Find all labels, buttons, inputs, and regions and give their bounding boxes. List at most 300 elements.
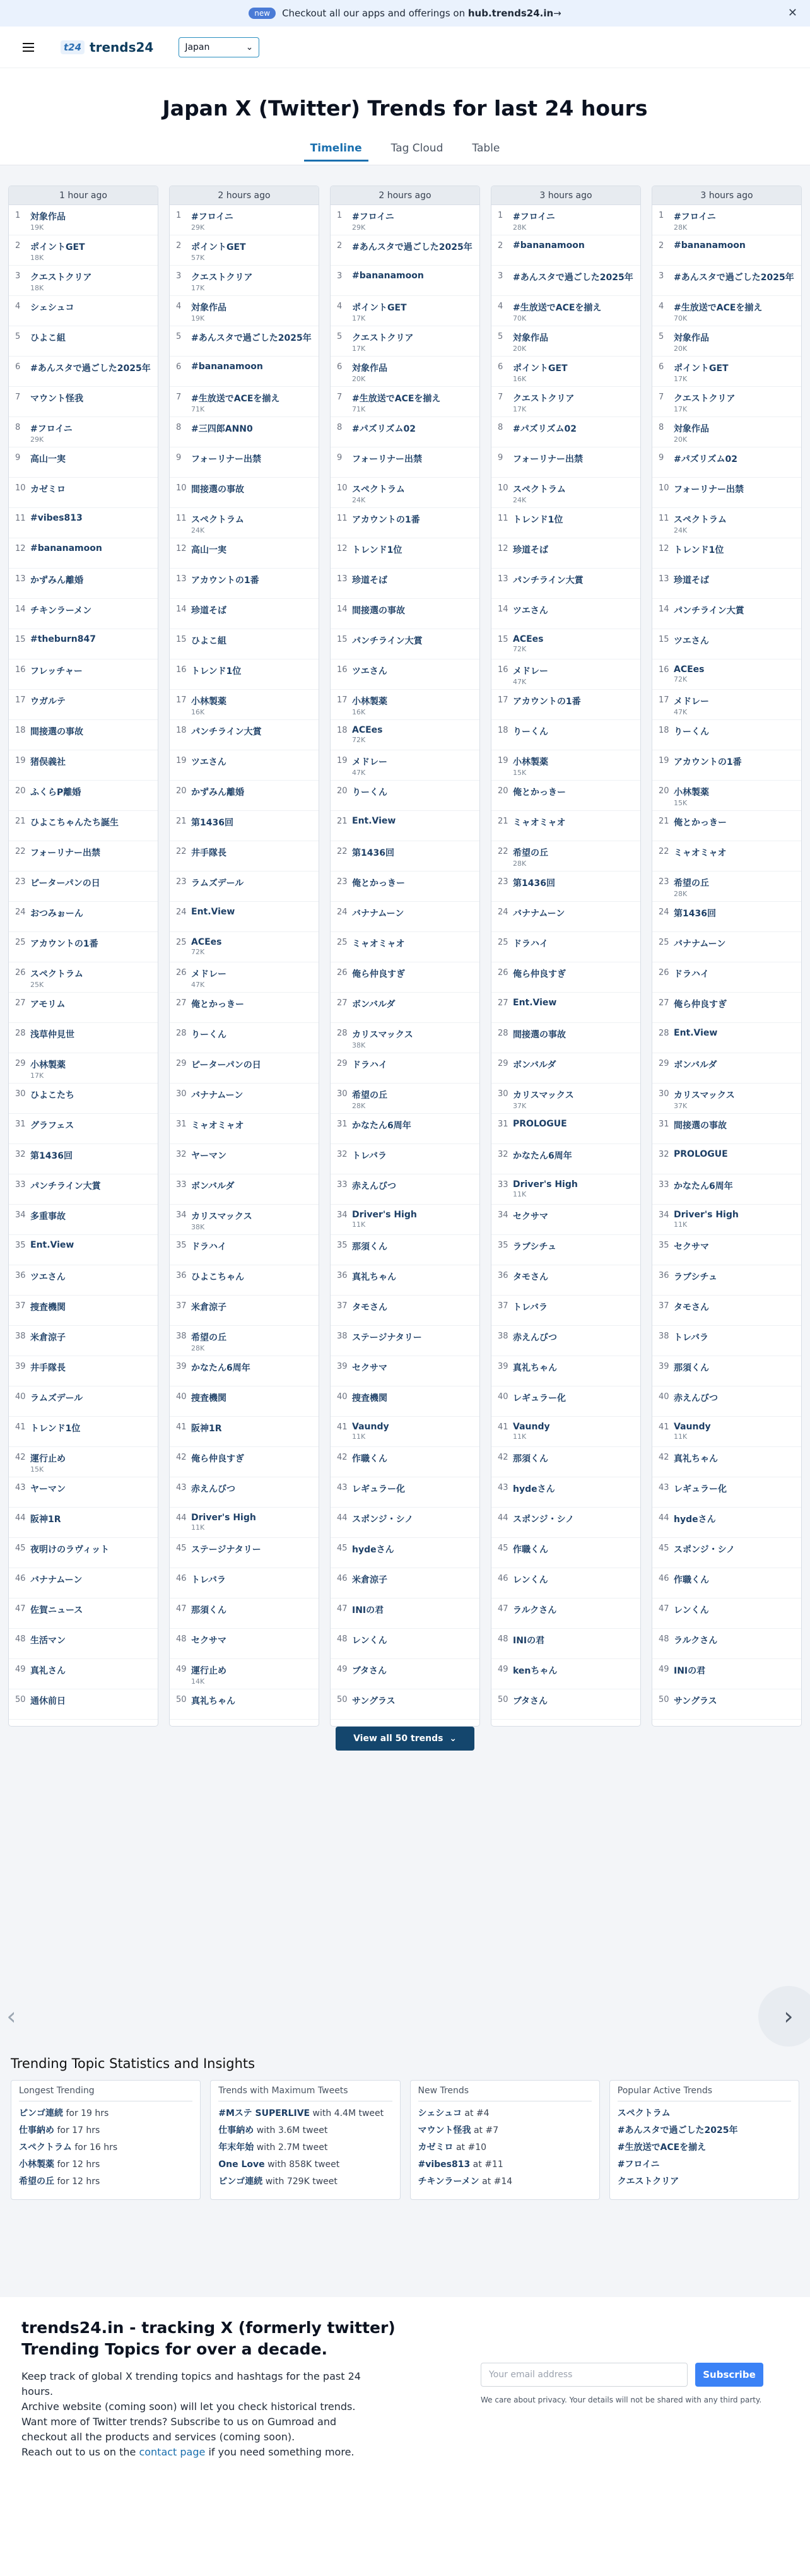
trend-item[interactable] xyxy=(331,1568,479,1598)
stat-trend-link[interactable]: 仕事納め xyxy=(19,2125,54,2136)
trend-name[interactable]: Ent.View xyxy=(674,1028,718,1038)
trend-item[interactable] xyxy=(170,1689,319,1720)
trend-item[interactable] xyxy=(652,690,801,720)
trend-item[interactable] xyxy=(652,1689,801,1720)
trend-name[interactable]: 捜査機関 xyxy=(191,1393,226,1403)
trend-name[interactable]: セクサマ xyxy=(674,1242,709,1252)
trend-name[interactable]: ひよこちゃんたち誕生 xyxy=(30,818,119,828)
trend-name[interactable]: ふくらP離婚 xyxy=(30,788,81,798)
trend-item[interactable] xyxy=(170,1235,319,1265)
trend-item[interactable] xyxy=(9,1265,158,1296)
trend-name[interactable]: クエストクリア xyxy=(352,333,414,343)
trend-name[interactable]: #生放送でACEを揃え xyxy=(352,394,441,404)
trend-item[interactable] xyxy=(170,1538,319,1568)
stat-trend-link[interactable]: ピンゴ連続 xyxy=(218,2177,263,2187)
trend-item[interactable] xyxy=(491,1568,640,1598)
trend-name[interactable]: #あんスタで過ごした2025年 xyxy=(191,333,312,343)
trend-item[interactable] xyxy=(9,629,158,659)
trend-name[interactable]: サングラス xyxy=(352,1696,396,1706)
trend-name[interactable]: ピーターパンの日 xyxy=(191,1060,261,1070)
close-icon[interactable]: ✕ xyxy=(787,6,797,20)
trend-item[interactable] xyxy=(9,235,158,266)
trend-item[interactable] xyxy=(491,1114,640,1144)
trend-name[interactable]: ラムズデール xyxy=(30,1393,83,1403)
trend-name[interactable]: ポイントGET xyxy=(191,242,246,252)
next-arrow-icon[interactable]: › xyxy=(758,1986,810,2047)
trend-item[interactable] xyxy=(331,1144,479,1174)
trend-item[interactable] xyxy=(9,599,158,629)
trend-item[interactable] xyxy=(491,841,640,871)
trend-item[interactable] xyxy=(9,1053,158,1084)
trend-name[interactable]: 阪神1R xyxy=(191,1424,222,1434)
trend-name[interactable]: タモさん xyxy=(352,1303,387,1313)
trend-item[interactable] xyxy=(491,1023,640,1053)
trend-name[interactable]: フォーリナー出禁 xyxy=(352,454,423,464)
trend-item[interactable] xyxy=(491,1084,640,1114)
trend-item[interactable] xyxy=(652,205,801,235)
trend-item[interactable] xyxy=(9,1598,158,1629)
trend-name[interactable]: セクサマ xyxy=(191,1636,226,1646)
trend-name[interactable]: アモリム xyxy=(30,1000,66,1010)
trend-item[interactable] xyxy=(9,508,158,538)
trend-item[interactable] xyxy=(491,296,640,326)
site-logo[interactable] xyxy=(61,40,153,55)
view-all-button[interactable]: View all 50 trends ⌄ xyxy=(336,1727,474,1751)
trend-name[interactable]: 俺とかっきー xyxy=(352,878,405,889)
trend-name[interactable]: ラムズデール xyxy=(191,878,244,889)
trend-item[interactable] xyxy=(331,690,479,720)
trend-item[interactable] xyxy=(652,1477,801,1508)
trend-name[interactable]: 間接選の事故 xyxy=(191,485,244,495)
trend-name[interactable]: Ent.View xyxy=(30,1240,74,1250)
trend-name[interactable]: ドラハイ xyxy=(674,969,709,979)
trend-item[interactable] xyxy=(9,326,158,357)
trend-item[interactable] xyxy=(9,1296,158,1326)
trend-name[interactable]: PROLOGUE xyxy=(674,1149,728,1159)
trend-item[interactable] xyxy=(652,1386,801,1417)
trend-item[interactable] xyxy=(331,1023,479,1053)
trend-name[interactable]: PROLOGUE xyxy=(513,1119,567,1129)
trend-item[interactable] xyxy=(170,1114,319,1144)
trend-item[interactable] xyxy=(170,720,319,750)
trend-item[interactable] xyxy=(652,599,801,629)
trend-name[interactable]: フォーリナー出禁 xyxy=(191,454,262,464)
trend-item[interactable] xyxy=(652,1174,801,1205)
trend-item[interactable] xyxy=(9,932,158,962)
trend-name[interactable]: セクサマ xyxy=(513,1212,548,1222)
trend-name[interactable]: アカウントの1番 xyxy=(352,515,420,525)
trend-item[interactable] xyxy=(170,1326,319,1356)
trend-item[interactable] xyxy=(652,1265,801,1296)
trend-item[interactable] xyxy=(331,1659,479,1689)
trend-item[interactable] xyxy=(652,1356,801,1386)
trend-name[interactable]: ミャオミャオ xyxy=(674,848,727,858)
trend-name[interactable]: トレバラ xyxy=(674,1333,709,1343)
trend-item[interactable] xyxy=(170,1568,319,1598)
stat-trend-link[interactable]: 希望の丘 xyxy=(19,2177,54,2187)
trend-name[interactable]: 小林製薬 xyxy=(513,757,548,767)
stat-trend-link[interactable]: ピンゴ連続 xyxy=(19,2108,63,2118)
trend-name[interactable]: #bananamoon xyxy=(30,543,102,553)
trend-name[interactable]: トレンド1位 xyxy=(513,515,563,525)
trend-name[interactable]: トレバラ xyxy=(513,1303,548,1313)
trend-item[interactable] xyxy=(170,1265,319,1296)
prev-arrow-icon[interactable]: ‹ xyxy=(6,2002,16,2030)
trend-name[interactable]: 小林製薬 xyxy=(30,1060,66,1070)
stat-trend-link[interactable]: チキンラーメン xyxy=(418,2177,479,2187)
trend-item[interactable] xyxy=(331,235,479,266)
trend-name[interactable]: サングラス xyxy=(674,1696,717,1706)
trend-name[interactable]: 赤えんびつ xyxy=(674,1393,718,1403)
trend-name[interactable]: Vaundy xyxy=(674,1422,711,1432)
trend-item[interactable] xyxy=(331,1477,479,1508)
trend-item[interactable] xyxy=(652,508,801,538)
trend-name[interactable]: ポイントGET xyxy=(30,242,85,252)
trend-name[interactable]: スペクトラム xyxy=(191,515,244,525)
trend-item[interactable] xyxy=(491,1144,640,1174)
trend-item[interactable] xyxy=(491,720,640,750)
trend-name[interactable]: 作職くん xyxy=(513,1545,548,1555)
trend-name[interactable]: 赤えんびつ xyxy=(191,1484,235,1494)
trend-name[interactable]: 那須くん xyxy=(674,1363,709,1373)
trend-name[interactable]: 珍道そば xyxy=(191,606,226,616)
trend-name[interactable]: 珍道そば xyxy=(674,576,709,586)
trend-name[interactable]: クエストクリア xyxy=(191,273,253,283)
trend-item[interactable] xyxy=(331,902,479,932)
contact-link[interactable]: contact page xyxy=(139,2446,206,2458)
trend-item[interactable] xyxy=(652,932,801,962)
trend-name[interactable]: ドラハイ xyxy=(191,1242,226,1252)
trend-name[interactable]: ボンバルダ xyxy=(674,1060,717,1070)
trend-name[interactable]: 第1436回 xyxy=(674,909,716,919)
trend-name[interactable]: ラブシチュ xyxy=(674,1272,718,1282)
trend-name[interactable]: 捜査機関 xyxy=(30,1303,66,1313)
trend-item[interactable] xyxy=(652,417,801,447)
trend-item[interactable] xyxy=(652,538,801,569)
trend-name[interactable]: かなたん6周年 xyxy=(191,1363,250,1373)
trend-item[interactable] xyxy=(491,962,640,993)
trend-item[interactable] xyxy=(652,1326,801,1356)
trend-name[interactable]: hydeさん xyxy=(513,1484,555,1494)
trend-name[interactable]: トレバラ xyxy=(191,1575,226,1585)
trend-item[interactable] xyxy=(9,962,158,993)
trend-item[interactable] xyxy=(331,417,479,447)
trend-name[interactable]: フォーリナー出禁 xyxy=(674,485,744,495)
trend-item[interactable] xyxy=(652,1538,801,1568)
trend-name[interactable]: 希望の丘 xyxy=(191,1333,226,1343)
trend-name[interactable]: 俺ら仲良すぎ xyxy=(191,1454,244,1464)
trend-name[interactable]: カリスマックス xyxy=(513,1090,574,1101)
trend-name[interactable]: ミャオミャオ xyxy=(352,939,405,949)
trend-name[interactable]: hydeさん xyxy=(674,1515,716,1525)
trend-name[interactable]: INIの君 xyxy=(352,1605,384,1616)
trend-item[interactable] xyxy=(170,1477,319,1508)
trend-item[interactable] xyxy=(652,1144,801,1174)
trend-name[interactable]: ミャオミャオ xyxy=(513,818,566,828)
trend-item[interactable] xyxy=(170,296,319,326)
trend-item[interactable] xyxy=(652,357,801,387)
trend-item[interactable] xyxy=(491,1659,640,1689)
trend-item[interactable] xyxy=(170,1659,319,1689)
trend-item[interactable] xyxy=(491,659,640,690)
trend-name[interactable]: #vibes813 xyxy=(30,513,83,523)
trend-item[interactable] xyxy=(9,1235,158,1265)
trend-item[interactable] xyxy=(652,1235,801,1265)
trend-name[interactable]: カリスマックス xyxy=(191,1212,252,1222)
trend-name[interactable]: #生放送でACEを揃え xyxy=(674,303,763,313)
trend-item[interactable] xyxy=(652,266,801,296)
trend-item[interactable] xyxy=(170,1084,319,1114)
trend-name[interactable]: ブタさん xyxy=(352,1666,387,1676)
trend-item[interactable] xyxy=(331,1265,479,1296)
trend-item[interactable] xyxy=(170,508,319,538)
trend-item[interactable] xyxy=(491,1235,640,1265)
trend-item[interactable] xyxy=(170,478,319,508)
trend-item[interactable] xyxy=(170,387,319,417)
trend-name[interactable]: #bananamoon xyxy=(352,271,424,281)
trend-name[interactable]: ウガルテ xyxy=(30,697,66,707)
trend-name[interactable]: #パズリズム02 xyxy=(674,454,737,464)
trend-item[interactable] xyxy=(9,1659,158,1689)
trend-name[interactable]: 希望の丘 xyxy=(513,848,548,858)
trend-item[interactable] xyxy=(331,1174,479,1205)
trend-item[interactable] xyxy=(9,993,158,1023)
trend-item[interactable] xyxy=(491,1205,640,1235)
trend-name[interactable]: 浅草仲見世 xyxy=(30,1030,74,1040)
trend-name[interactable]: 俺とかっきー xyxy=(674,818,727,828)
trend-item[interactable] xyxy=(652,478,801,508)
trend-name[interactable]: シェシュコ xyxy=(30,303,74,313)
trend-item[interactable] xyxy=(652,1114,801,1144)
trend-item[interactable] xyxy=(331,1629,479,1659)
trend-name[interactable]: 真礼ちゃん xyxy=(191,1696,235,1706)
trend-item[interactable] xyxy=(331,1053,479,1084)
trend-name[interactable]: 第1436回 xyxy=(30,1151,73,1161)
trend-item[interactable] xyxy=(331,1296,479,1326)
trend-name[interactable]: #あんスタで過ごした2025年 xyxy=(674,273,794,283)
trend-name[interactable]: レンくん xyxy=(352,1636,387,1646)
trend-item[interactable] xyxy=(491,387,640,417)
trend-name[interactable]: 希望の丘 xyxy=(674,878,709,889)
trend-name[interactable]: ドラハイ xyxy=(352,1060,387,1070)
trend-item[interactable] xyxy=(491,1689,640,1720)
trend-item[interactable] xyxy=(491,690,640,720)
trend-name[interactable]: 俺ら仲良すぎ xyxy=(674,1000,727,1010)
trend-name[interactable]: 小林製薬 xyxy=(352,697,387,707)
trend-name[interactable]: 第1436回 xyxy=(191,818,233,828)
trend-item[interactable] xyxy=(9,569,158,599)
trend-item[interactable] xyxy=(491,357,640,387)
trend-name[interactable]: Driver's High xyxy=(674,1210,739,1220)
trend-name[interactable]: Ent.View xyxy=(513,998,557,1008)
trend-name[interactable]: アカウントの1番 xyxy=(191,576,259,586)
trend-item[interactable] xyxy=(170,1386,319,1417)
trend-item[interactable] xyxy=(652,1417,801,1447)
trend-item[interactable] xyxy=(170,569,319,599)
trend-name[interactable]: 多重事故 xyxy=(30,1212,66,1222)
trend-name[interactable]: 生活マン xyxy=(30,1636,66,1646)
tab-timeline[interactable]: Timeline xyxy=(304,142,368,162)
trend-item[interactable] xyxy=(491,266,640,296)
trend-name[interactable]: 対象作品 xyxy=(191,303,226,313)
trend-item[interactable] xyxy=(170,690,319,720)
trend-item[interactable] xyxy=(170,932,319,962)
trend-name[interactable]: トレンド1位 xyxy=(674,545,724,555)
trend-item[interactable] xyxy=(170,629,319,659)
trend-name[interactable]: ACEes xyxy=(191,937,222,947)
trend-name[interactable]: 真礼ちゃん xyxy=(674,1454,718,1464)
trend-name[interactable]: トレンド1位 xyxy=(30,1424,81,1434)
trend-name[interactable]: ACEes xyxy=(352,725,383,735)
trend-name[interactable]: ボンバルダ xyxy=(191,1181,235,1191)
trend-item[interactable] xyxy=(652,1447,801,1477)
trend-name[interactable]: 対象作品 xyxy=(674,333,709,343)
trend-item[interactable] xyxy=(170,357,319,387)
trend-item[interactable] xyxy=(9,811,158,841)
trend-item[interactable] xyxy=(9,871,158,902)
trend-item[interactable] xyxy=(491,1174,640,1205)
trend-item[interactable] xyxy=(9,1326,158,1356)
trend-name[interactable]: スポンジ・シノ xyxy=(674,1545,736,1555)
trend-name[interactable]: 対象作品 xyxy=(352,363,387,374)
trend-name[interactable]: 運行止め xyxy=(30,1454,66,1464)
trend-name[interactable]: ラルクさん xyxy=(513,1605,557,1616)
trend-item[interactable] xyxy=(652,720,801,750)
trend-name[interactable]: ツエさん xyxy=(30,1272,66,1282)
trend-item[interactable] xyxy=(331,357,479,387)
trend-name[interactable]: 真礼ちゃん xyxy=(513,1363,557,1373)
trend-name[interactable]: りーくん xyxy=(513,727,548,737)
trend-item[interactable] xyxy=(652,781,801,811)
trend-item[interactable] xyxy=(652,1205,801,1235)
trend-item[interactable] xyxy=(170,750,319,781)
trend-item[interactable] xyxy=(170,1205,319,1235)
trend-item[interactable] xyxy=(491,447,640,478)
trend-name[interactable]: レギュラー化 xyxy=(674,1484,727,1494)
country-select[interactable] xyxy=(179,37,259,57)
trend-name[interactable]: ひよこちゃん xyxy=(191,1272,244,1282)
trend-item[interactable] xyxy=(9,447,158,478)
trend-item[interactable] xyxy=(9,1538,158,1568)
trend-item[interactable] xyxy=(491,902,640,932)
trend-name[interactable]: #フロイニ xyxy=(513,212,555,222)
trend-name[interactable]: 井手隊長 xyxy=(191,848,226,858)
trend-item[interactable] xyxy=(331,1326,479,1356)
trend-name[interactable]: ツエさん xyxy=(352,666,387,676)
trend-name[interactable]: ミャオミャオ xyxy=(191,1121,244,1131)
trend-name[interactable]: 那須くん xyxy=(191,1605,226,1616)
trend-name[interactable]: 高山一実 xyxy=(30,454,66,464)
trend-name[interactable]: アカウントの1番 xyxy=(513,697,581,707)
trend-name[interactable]: 運行止め xyxy=(191,1666,226,1676)
trend-name[interactable]: #生放送でACEを揃え xyxy=(513,303,602,313)
trend-name[interactable]: カリスマックス xyxy=(352,1030,413,1040)
trend-name[interactable]: 佐賀ニュース xyxy=(30,1605,83,1616)
trend-item[interactable] xyxy=(170,1296,319,1326)
trend-item[interactable] xyxy=(170,538,319,569)
trend-item[interactable] xyxy=(652,629,801,659)
trend-item[interactable] xyxy=(170,841,319,871)
trend-item[interactable] xyxy=(652,871,801,902)
stat-trend-link[interactable]: #あんスタで過ごした2025年 xyxy=(617,2125,738,2136)
trend-name[interactable]: 第1436回 xyxy=(513,878,555,889)
trend-item[interactable] xyxy=(331,447,479,478)
trend-name[interactable]: #フロイニ xyxy=(674,212,716,222)
trend-item[interactable] xyxy=(652,1023,801,1053)
trend-item[interactable] xyxy=(331,599,479,629)
trend-item[interactable] xyxy=(652,1508,801,1538)
trend-item[interactable] xyxy=(491,1508,640,1538)
trend-item[interactable] xyxy=(491,417,640,447)
trend-item[interactable] xyxy=(9,841,158,871)
trend-item[interactable] xyxy=(9,690,158,720)
trend-name[interactable]: レンくん xyxy=(513,1575,548,1585)
trend-item[interactable] xyxy=(331,1447,479,1477)
trend-item[interactable] xyxy=(491,1538,640,1568)
trend-name[interactable]: スポンジ・シノ xyxy=(513,1515,575,1525)
trend-name[interactable]: りーくん xyxy=(191,1030,226,1040)
trend-name[interactable]: かずみん離婚 xyxy=(30,576,83,586)
trend-item[interactable] xyxy=(170,871,319,902)
trend-item[interactable] xyxy=(9,266,158,296)
trend-name[interactable]: クエストクリア xyxy=(674,394,736,404)
trend-item[interactable] xyxy=(331,569,479,599)
trend-item[interactable] xyxy=(331,629,479,659)
trend-item[interactable] xyxy=(331,1508,479,1538)
trend-name[interactable]: 間接選の事故 xyxy=(513,1030,566,1040)
trend-name[interactable]: セクサマ xyxy=(352,1363,387,1373)
trend-name[interactable]: 那須くん xyxy=(513,1454,548,1464)
trend-item[interactable] xyxy=(9,1205,158,1235)
trend-item[interactable] xyxy=(9,1689,158,1720)
trend-item[interactable] xyxy=(170,599,319,629)
trend-item[interactable] xyxy=(491,1356,640,1386)
trend-item[interactable] xyxy=(9,1144,158,1174)
trend-item[interactable] xyxy=(331,720,479,750)
trend-item[interactable] xyxy=(491,750,640,781)
trend-item[interactable] xyxy=(652,1568,801,1598)
trend-name[interactable]: 間接選の事故 xyxy=(352,606,405,616)
trend-name[interactable]: ひよこたち xyxy=(30,1090,74,1101)
stat-trend-link[interactable]: マウント怪我 xyxy=(418,2125,471,2136)
trend-item[interactable] xyxy=(491,508,640,538)
trend-item[interactable] xyxy=(9,417,158,447)
trend-name[interactable]: 井手隊長 xyxy=(30,1363,66,1373)
trend-name[interactable]: #theburn847 xyxy=(30,634,96,644)
trend-item[interactable] xyxy=(331,205,479,235)
trend-item[interactable] xyxy=(491,811,640,841)
trend-name[interactable]: バナナムーン xyxy=(191,1090,244,1101)
trend-name[interactable]: パンチライン大賞 xyxy=(513,576,584,586)
trend-name[interactable]: バナナムーン xyxy=(30,1575,83,1585)
trend-name[interactable]: #あんスタで過ごした2025年 xyxy=(513,273,633,283)
trend-name[interactable]: ボンバルダ xyxy=(513,1060,556,1070)
stat-trend-link[interactable]: One Love xyxy=(218,2159,265,2170)
trend-item[interactable] xyxy=(491,478,640,508)
trend-item[interactable] xyxy=(170,993,319,1023)
trend-name[interactable]: レンくん xyxy=(674,1605,709,1616)
trend-name[interactable]: 対象作品 xyxy=(674,424,709,434)
trend-item[interactable] xyxy=(652,993,801,1023)
trend-item[interactable] xyxy=(331,1538,479,1568)
trend-name[interactable]: マウント怪我 xyxy=(30,394,83,404)
trend-name[interactable]: 捜査機関 xyxy=(352,1393,387,1403)
trend-item[interactable] xyxy=(9,659,158,690)
trend-name[interactable]: ポイントGET xyxy=(352,303,407,313)
trend-item[interactable] xyxy=(170,1598,319,1629)
trend-name[interactable]: #bananamoon xyxy=(191,362,263,372)
trend-item[interactable] xyxy=(652,447,801,478)
